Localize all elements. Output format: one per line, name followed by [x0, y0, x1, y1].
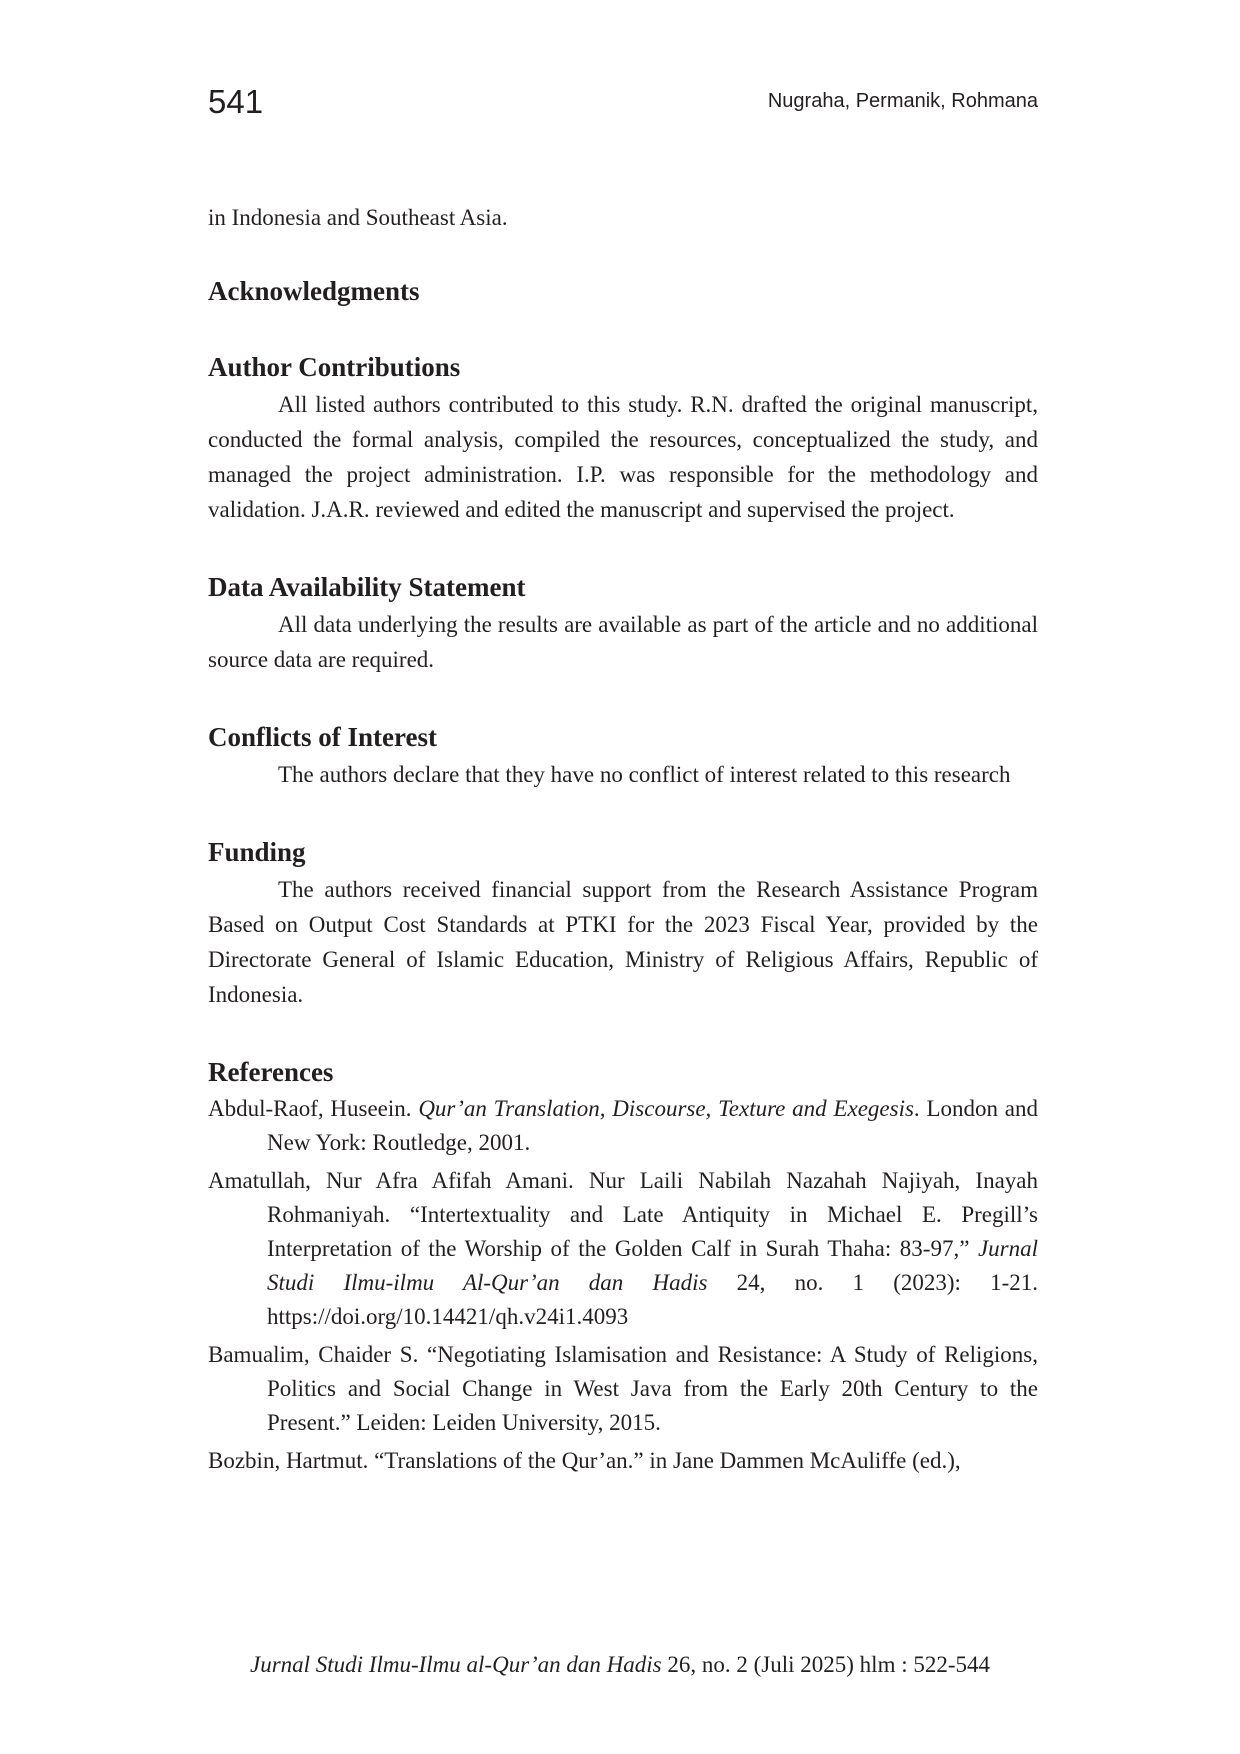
section-heading: Data Availability Statement [208, 572, 526, 602]
section-acknowledgments [208, 273, 1038, 309]
reference-title-italic: Qur’an Translation, Discourse, Texture and Exegesis [418, 1096, 914, 1121]
footer-journal-name: Jurnal Studi Ilmu-Ilmu al-Qur’an dan Hadis [249, 1652, 662, 1677]
section-heading: References [208, 1057, 334, 1087]
section-heading: Author Contributions [208, 352, 461, 382]
running-head-authors: Nugraha, Permanik, Rohmana [767, 90, 1038, 112]
continued-paragraph: in Indonesia and Southeast Asia. [208, 205, 508, 230]
reference-entry [208, 1164, 1038, 1334]
reference-entry [208, 1338, 1038, 1440]
page-number: 541 [208, 83, 264, 120]
reference-text: . London and New York: Routledge, 2001. [267, 1096, 1038, 1155]
reference-entry [208, 1092, 1038, 1160]
page-header [208, 82, 1038, 126]
section-body: All data underlying the results are available as part of the article and no additional source data are required. [208, 612, 1038, 672]
page-content [208, 200, 1038, 1482]
reference-text: 24, no. 1 (2023): 1-21. https://doi.org/10.14421/qh.v24i1.4093 [267, 1270, 1038, 1329]
reference-text: Bamualim, Chaider S. “Negotiating Islamisation and Resistance: A Study of Religions, Politics and Social Change in West Java from the Early 20th Century to the Present.” Leiden: Leiden University, 2015. [208, 1342, 1038, 1435]
section-heading: Funding [208, 837, 306, 867]
reference-title-italic: Jurnal Studi Ilmu-ilmu Al-Qur’an dan Hadis [267, 1236, 1038, 1295]
section-data-availability [208, 569, 1038, 677]
section-body: The authors received financial support from the Research Assistance Program Based on Output Cost Standards at PTKI for the 2023 Fiscal Year, provided by the Directorate General of Islamic Education, Ministry of Religious Affairs, Republic of Indonesia. [208, 877, 1038, 1007]
section-funding [208, 834, 1038, 1012]
reference-entry [208, 1444, 1038, 1478]
section-author-contributions [208, 349, 1038, 527]
section-body: The authors declare that they have no conflict of interest related to this research [278, 762, 1011, 787]
section-heading: Acknowledgments [208, 276, 420, 306]
section-body: All listed authors contributed to this study. R.N. drafted the original manuscript, conducted the formal analysis, compiled the resources, conceptualized the study, and managed the project administration. I.P. was responsible for the methodology and validation. J.A.R. reviewed and edited the manuscript and supervised the project. [208, 392, 1038, 522]
footer-issue-info: 26, no. 2 (Juli 2025) hlm : 522-544 [661, 1652, 991, 1677]
reference-text: Abdul-Raof, Huseein. [208, 1096, 419, 1121]
section-conflicts-of-interest [208, 719, 1038, 792]
section-heading: Conflicts of Interest [208, 722, 437, 752]
reference-text: Amatullah, Nur Afra Afifah Amani. Nur Laili Nabilah Nazahah Najiyah, Inayah Rohmaniyah. “Intertextuality and Late Antiquity in Michael E. Pregill’s Interpretation of the Worship of the Golden Calf in Surah Thaha: 83-97,” [208, 1168, 1038, 1261]
reference-text: Bozbin, Hartmut. “Translations of the Qur’an.” in Jane Dammen McAuliffe (ed.), [208, 1448, 961, 1473]
page-footer [0, 1650, 1240, 1680]
section-references [208, 1054, 1038, 1478]
